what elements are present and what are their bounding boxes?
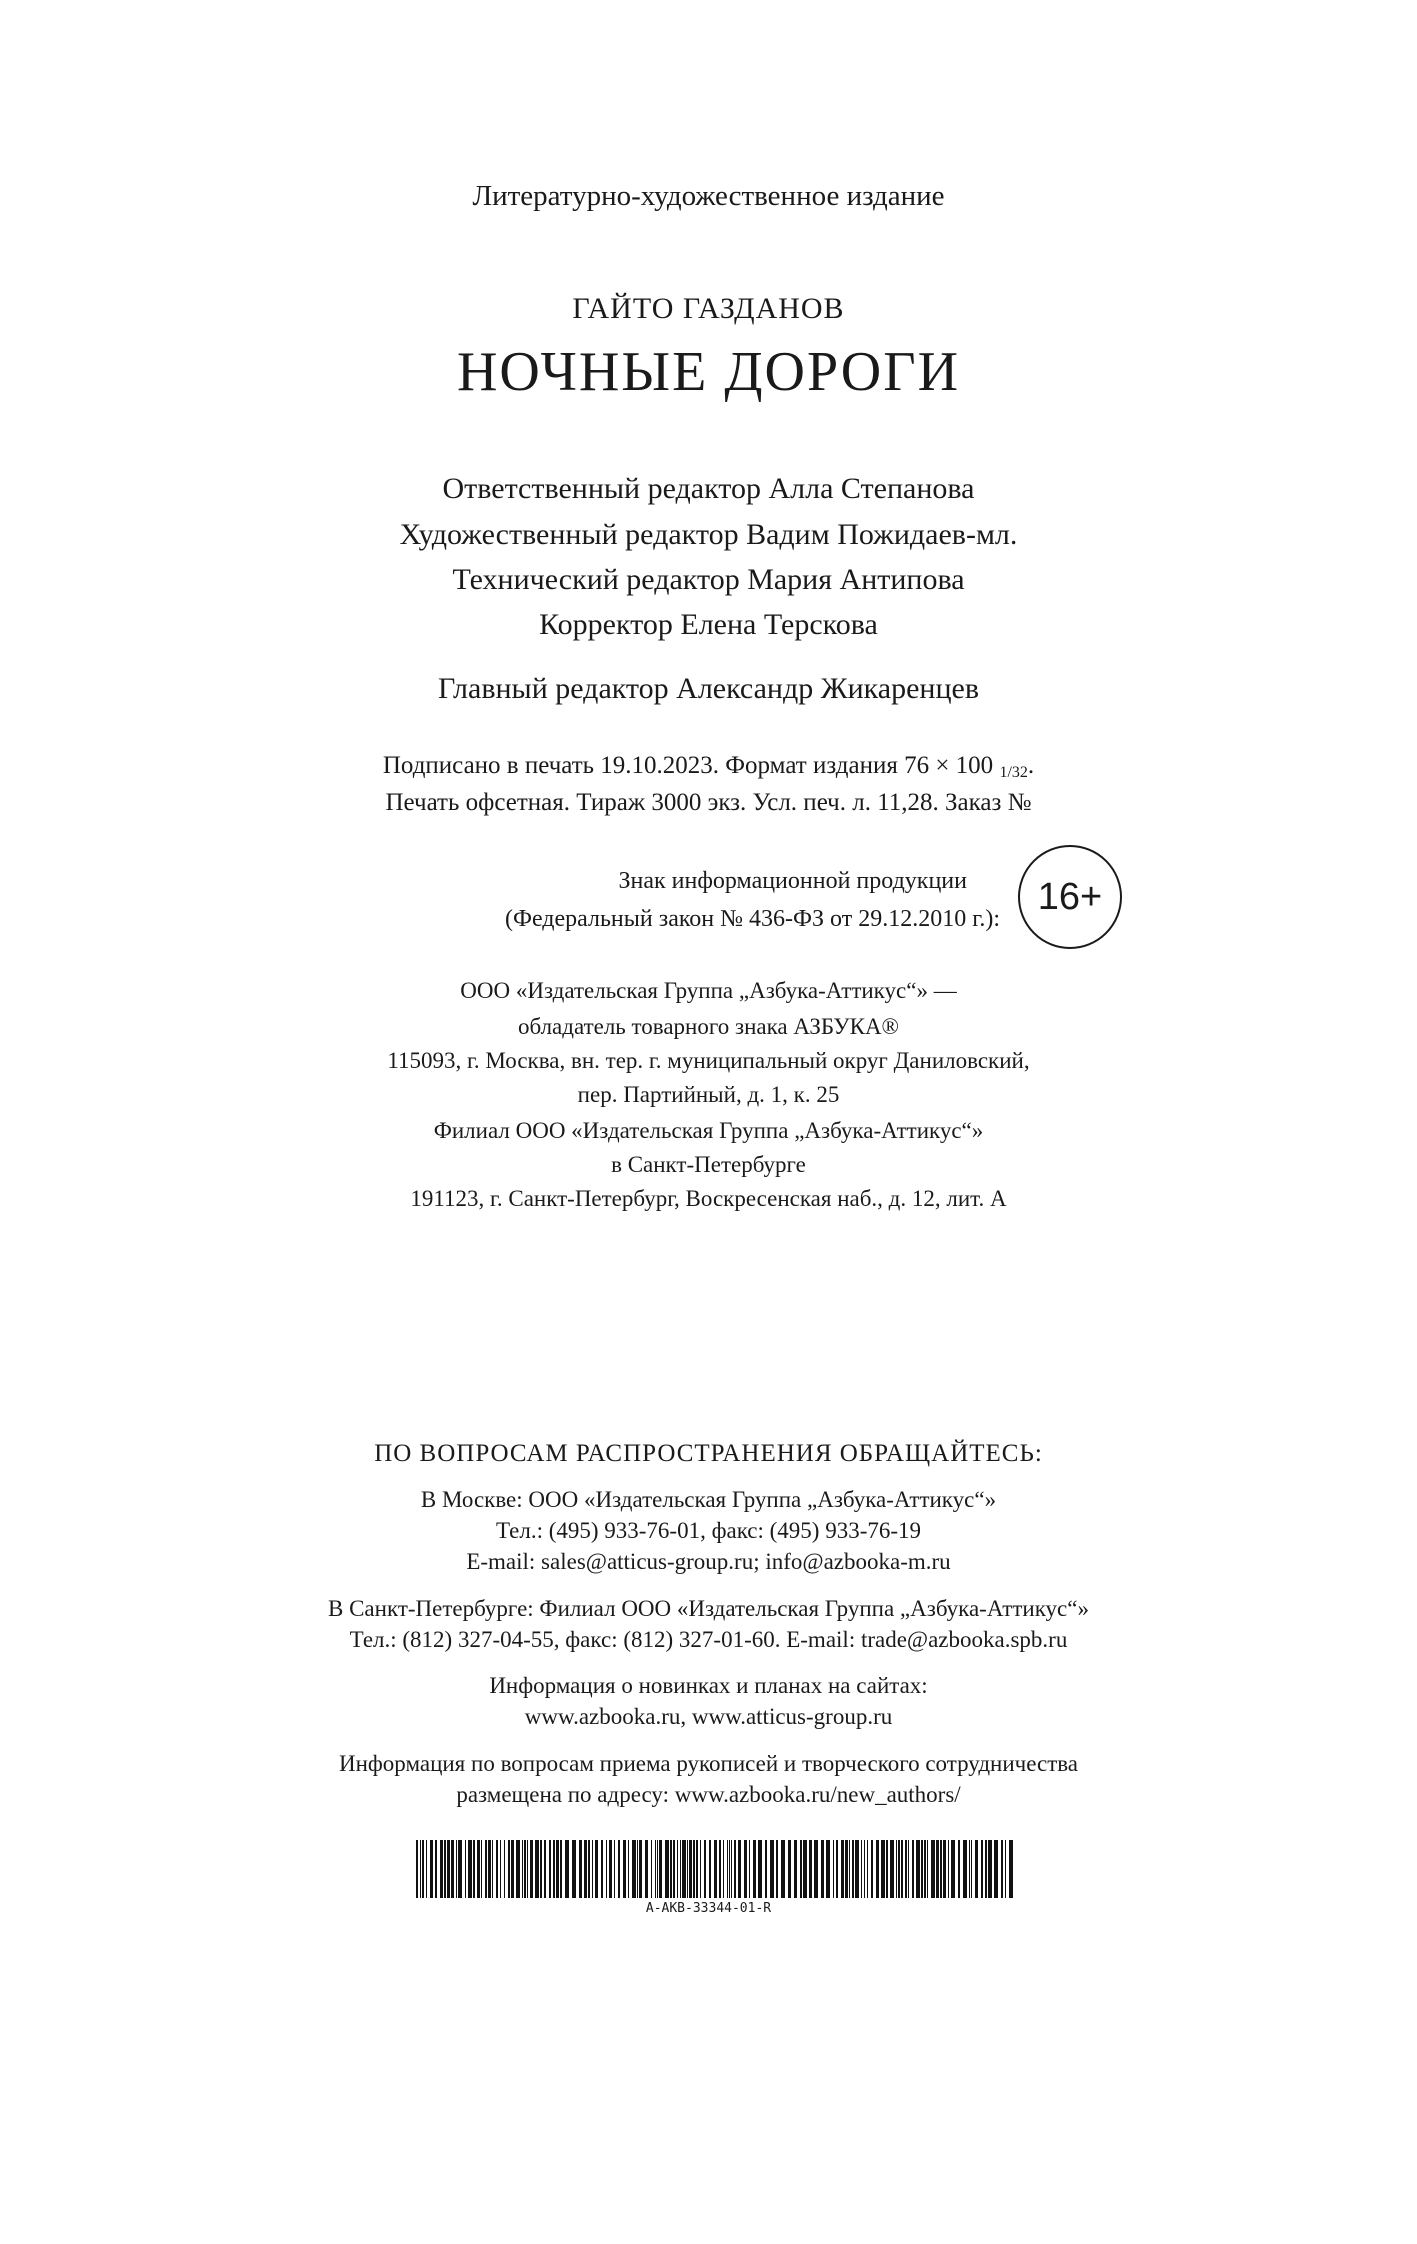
- distribution-line: Тел.: (812) 327-04-55, факс: (812) 327-01-60. E-mail: trade@azbooka.spb.ru: [349, 1627, 1068, 1652]
- distribution-heading: ПО ВОПРОСАМ РАСПРОСТРАНЕНИЯ ОБРАЩАЙТЕСЬ:: [374, 1440, 1043, 1467]
- distribution-line: В Москве: ООО «Издательская Группа „Азбука-Аттикус“»: [420, 1487, 997, 1512]
- barcode-label: A-AKB-33344-01-R: [645, 1901, 772, 1916]
- distribution-line: Тел.: (495) 933-76-01, факс: (495) 933-76-19: [495, 1518, 922, 1543]
- publisher-address: пер. Партийный, д. 1, к. 25: [577, 1082, 840, 1107]
- branch-line: в Санкт-Петербурге: [611, 1152, 806, 1177]
- staff-line: Технический редактор Мария Антипова: [452, 563, 965, 596]
- publisher-line: ООО «Издательская Группа „Азбука-Аттикус“» —: [460, 978, 957, 1003]
- distribution-line: Информация о новинках и планах на сайтах:: [489, 1673, 928, 1698]
- print-info-line: Печать офсетная. Тираж 3000 экз. Усл. печ. л. 11,28. Заказ №: [385, 789, 1032, 816]
- branch-address: 191123, г. Санкт-Петербург, Воскресенская наб., д. 12, лит. А: [410, 1186, 1007, 1211]
- distribution-line: В Санкт-Петербурге: Филиал ООО «Издательская Группа „Азбука-Аттикус“»: [328, 1596, 1089, 1621]
- distribution-line: www.azbooka.ru, www.atticus-group.ru: [524, 1704, 893, 1729]
- format-fraction: 1/32: [999, 764, 1028, 781]
- chief-editor: Главный редактор Александр Жикаренцев: [437, 672, 980, 705]
- publisher-line: обладатель товарного знака АЗБУКА®: [517, 1014, 900, 1039]
- age-rating-badge: 16+: [1018, 845, 1122, 949]
- info-mark: [340, 860, 1000, 950]
- publisher-address: 115093, г. Москва, вн. тер. г. муниципальный округ Даниловский,: [387, 1048, 1030, 1073]
- barcode: [414, 1840, 1014, 1898]
- print-info-text: Подписано в печать 19.10.2023. Формат издания 76 × 100: [382, 752, 1000, 779]
- staff-line: Ответственный редактор Алла Степанова: [442, 472, 975, 505]
- staff-line: Корректор Елена Терскова: [539, 608, 878, 641]
- distribution-line: E-mail: sales@atticus-group.ru; info@azbooka-m.ru: [466, 1549, 951, 1574]
- staff-line: Художественный редактор Вадим Пожидаев-мл.: [399, 518, 1018, 551]
- branch-line: Филиал ООО «Издательская Группа „Азбука-Аттикус“»: [433, 1118, 984, 1143]
- info-mark-label: Знак информационной продукции: [618, 868, 967, 894]
- info-mark-law: (Федеральный закон № 436-ФЗ от 29.12.2010 г.):: [504, 906, 1000, 932]
- edition-type: Литературно-художественное издание: [472, 180, 945, 212]
- print-info-end: .: [1027, 752, 1035, 779]
- distribution-line: Информация по вопросам приема рукописей и творческого сотрудничества: [338, 1751, 1079, 1776]
- distribution-line: размещена по адресу: www.azbooka.ru/new_authors/: [456, 1782, 961, 1807]
- print-info-line: [0, 752, 1417, 782]
- author-name: ГАЙТО ГАЗДАНОВ: [572, 292, 845, 325]
- book-title: НОЧНЫЕ ДОРОГИ: [456, 341, 961, 403]
